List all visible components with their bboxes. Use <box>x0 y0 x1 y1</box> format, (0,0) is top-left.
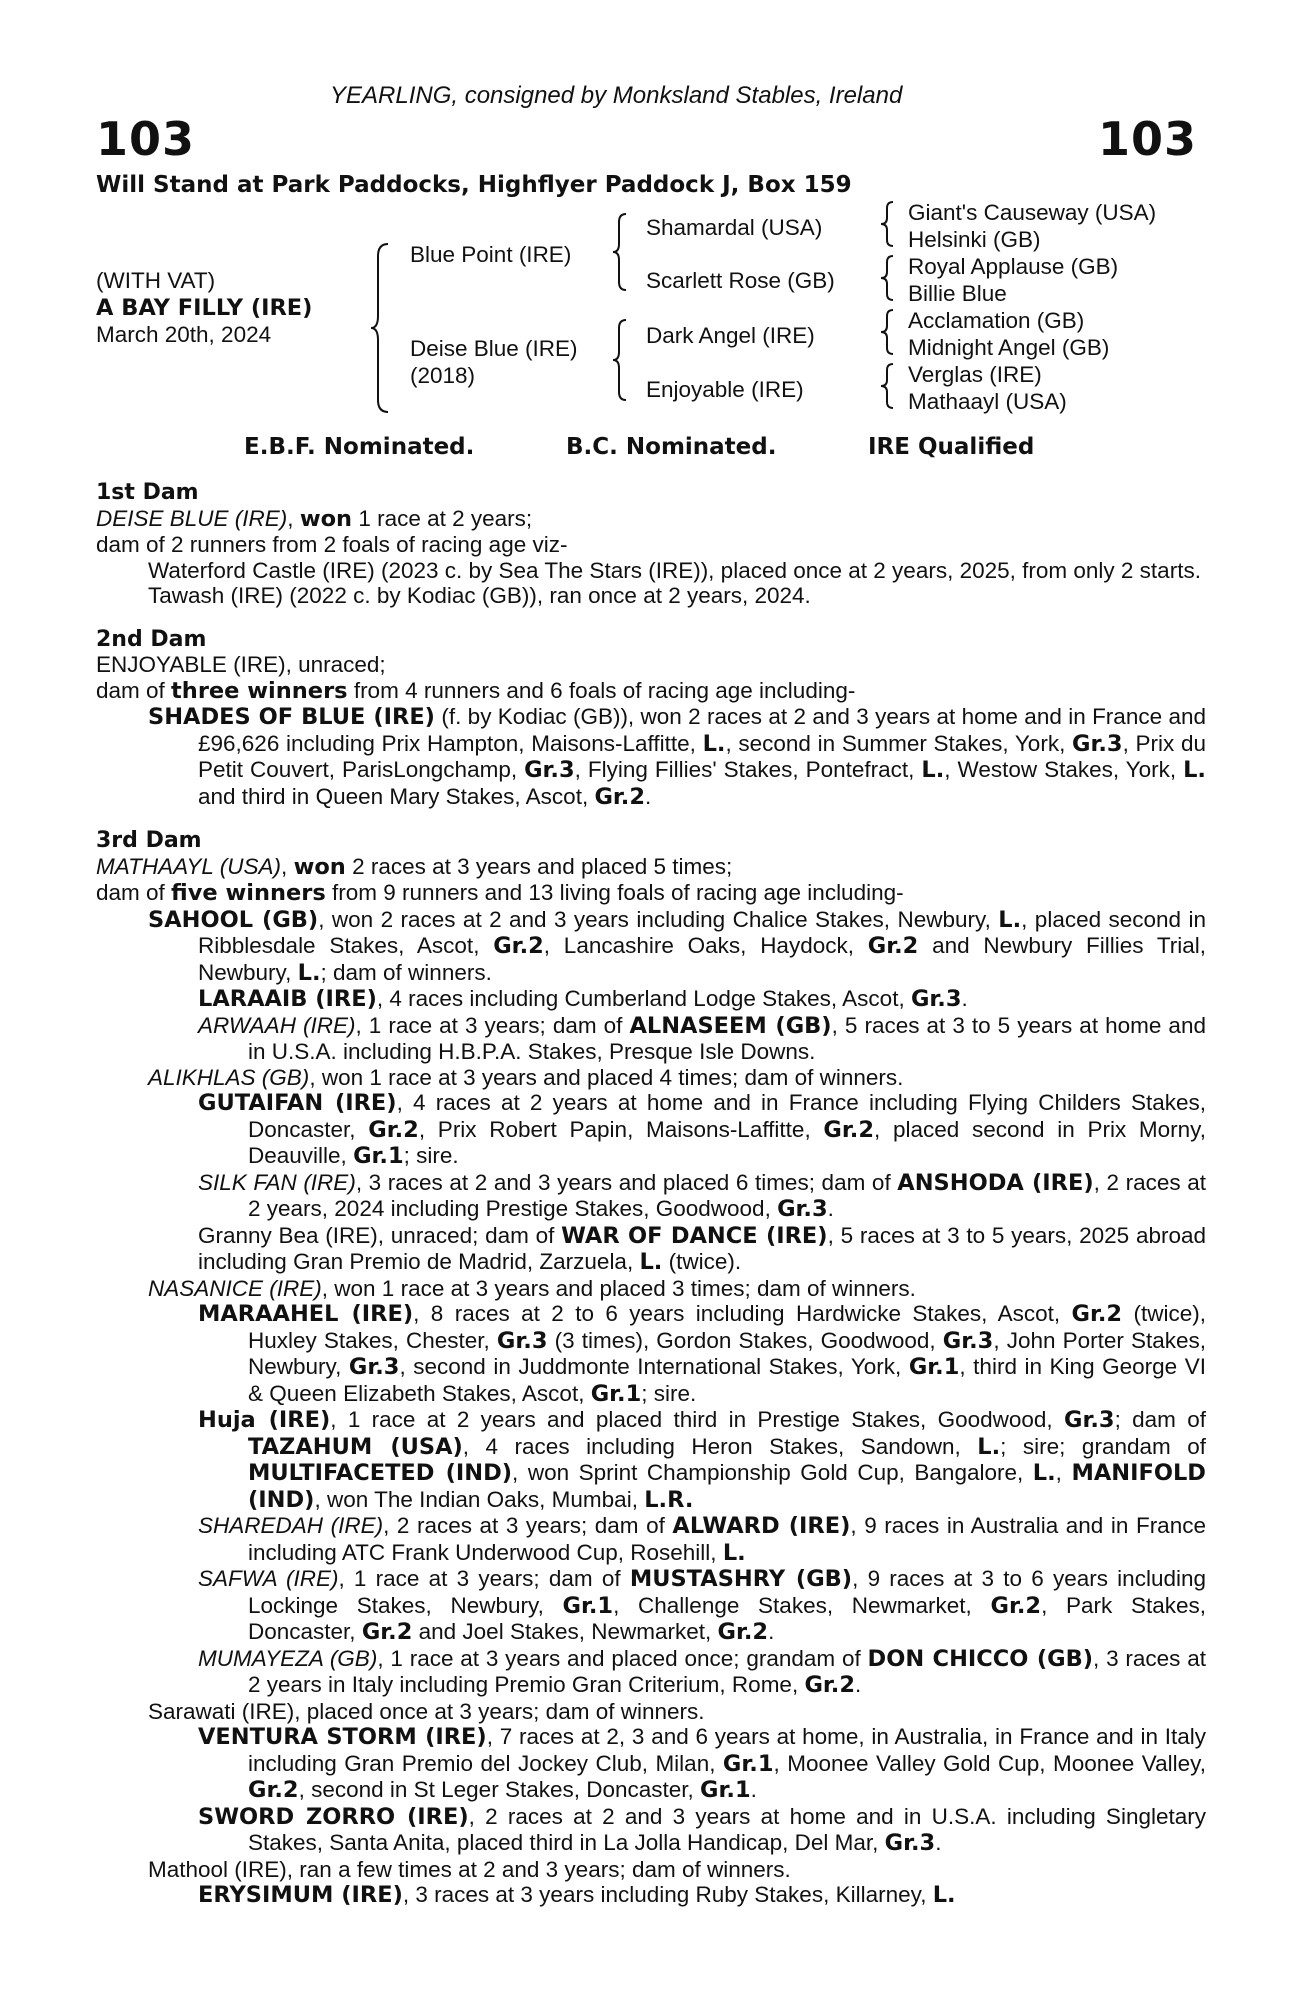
dam3-line-8-run-0: Granny Bea (IRE), unraced; dam of <box>198 1222 562 1248</box>
dam3-line-5 <box>96 1065 1206 1091</box>
dam3-line-6-run-4: Gr.2 <box>823 1116 874 1143</box>
dam3-line-7-run-2: ANSHODA (IRE) <box>897 1169 1094 1196</box>
dam3-line-6-run-6: Gr.1 <box>353 1143 404 1169</box>
dam3-line-16-run-5: , second in St Leger Stakes, Doncaster, <box>298 1777 701 1802</box>
dam2-line-2-run-12: Gr.2 <box>594 783 646 810</box>
dam3-line-10-run-5: (3 times), Gordon Stakes, Goodwood, <box>547 1327 943 1353</box>
dam3-line-8-run-1: WAR OF DANCE (IRE) <box>561 1222 828 1249</box>
dam3-line-13-run-11: . <box>768 1619 775 1644</box>
pedigree-brace-g12 <box>880 200 896 248</box>
dam3-line-2-run-1: , won 2 races at 2 and 3 years including Chalice Stakes, Newbury, <box>318 906 999 932</box>
sire-dam: Scarlett Rose (GB) <box>646 268 835 293</box>
dam3-line-14-run-0: MUMAYEZA (GB) <box>198 1645 378 1671</box>
dam3-line-12-run-1: , 2 races at 3 years; dam of <box>383 1513 673 1538</box>
dam2-line-2-run-6: Gr.3 <box>524 757 575 783</box>
second-dam-lines <box>96 652 1206 810</box>
dam3-line-10-run-8: Gr.3 <box>348 1354 400 1380</box>
dam3-line-7-run-4: Gr.3 <box>777 1196 828 1222</box>
dam3-line-0-run-1: , <box>281 853 294 879</box>
dam3-line-11-run-7: ; sire; grandam of <box>1000 1433 1206 1459</box>
dam1-line-0-run-3: 1 race at 2 years; <box>352 505 533 531</box>
ancestor-6: Midnight Angel (GB) <box>908 335 1110 360</box>
dam3-line-11-run-4: TAZAHUM (USA) <box>248 1433 463 1460</box>
dam3-line-16-run-6: Gr.1 <box>700 1777 751 1803</box>
dam3-line-3-run-3: . <box>961 986 968 1011</box>
dam3-line-10 <box>96 1301 1206 1407</box>
dam3-line-14-run-2: DON CHICCO (GB) <box>867 1645 1094 1672</box>
lot-number-left: 103 <box>96 112 196 166</box>
dam1-line-3 <box>96 583 1206 609</box>
dam3-line-14 <box>96 1646 1206 1699</box>
dam3-line-0-run-3: 2 races at 3 years and placed 5 times; <box>345 853 733 879</box>
dam2-line-1-run-1: three winners <box>171 677 348 704</box>
third-dam-heading: 3rd Dam <box>96 828 202 853</box>
dam3-line-13-run-2: MUSTASHRY (GB) <box>629 1566 853 1592</box>
ancestor-2: Helsinki (GB) <box>908 227 1041 252</box>
dam3-line-3-run-1: , 4 races including Cumberland Lodge Stakes, Ascot, <box>376 986 911 1011</box>
dam3-line-5-run-0: ALIKHLAS (GB) <box>148 1064 310 1090</box>
dam3-line-13-run-6: Gr.2 <box>990 1592 1042 1619</box>
dam3-line-13-run-9: and Joel Stakes, Newmarket, <box>412 1619 718 1644</box>
dam3-line-11-run-13: , won The Indian Oaks, Mumbai, <box>314 1486 645 1512</box>
dam3-line-16-run-2: Gr.1 <box>722 1750 774 1777</box>
dam3-line-19-run-1: , 3 races at 3 years including Ruby Stakes, Killarney, <box>402 1882 933 1907</box>
ancestor-3: Royal Applause (GB) <box>908 254 1119 279</box>
dam3-line-19-run-0: ERYSIMUM (IRE) <box>198 1882 403 1908</box>
dam-dam: Enjoyable (IRE) <box>646 377 804 402</box>
dam3-line-18-run-0: Mathool (IRE), ran a few times at 2 and 3 years; dam of winners. <box>148 1856 791 1882</box>
catalogue-body <box>96 480 1206 1909</box>
dam3-line-6-run-7: ; sire. <box>403 1143 459 1168</box>
dam3-line-14-run-5: . <box>855 1672 862 1697</box>
dam3-line-2-run-6: Gr.2 <box>867 933 919 959</box>
dam3-line-1 <box>96 880 1206 907</box>
dam2-line-2-run-1: (f. by Kodiac (GB)), won 2 races at 2 and 3 years at home and in France and £96,626 including Prix Hampton, Maisons-Laffitte, <box>198 704 1206 756</box>
dam3-line-7-run-0: SILK FAN (IRE) <box>198 1169 356 1195</box>
dam3-line-8 <box>96 1223 1206 1276</box>
dam3-line-11-run-11: , <box>1055 1460 1072 1485</box>
dam3-line-10-run-11: , third in King George VI & Queen Elizabeth Stakes, Ascot, <box>248 1354 1206 1406</box>
dam3-line-17-run-2: Gr.3 <box>884 1830 936 1856</box>
dam2-line-2-run-0: SHADES OF BLUE (IRE) <box>148 704 435 730</box>
dam2-line-1 <box>96 678 1206 705</box>
dam2-line-2-run-3: , second in Summer Stakes, York, <box>725 730 1073 756</box>
dam2-line-2-run-13: . <box>645 783 652 809</box>
ancestor-1: Giant's Causeway (USA) <box>908 200 1157 225</box>
dam3-line-7-run-1: , 3 races at 2 and 3 years and placed 6 times; dam of <box>355 1169 898 1195</box>
dam3-line-12-run-2: ALWARD (IRE) <box>672 1513 851 1539</box>
dam3-line-13-run-3: , 9 races at 3 to 6 years including Lockinge Stakes, Newbury, <box>248 1566 1206 1618</box>
ancestor-5: Acclamation (GB) <box>908 308 1085 333</box>
dam3-line-12-run-4: L. <box>722 1539 746 1566</box>
dam-sire: Dark Angel (IRE) <box>646 323 815 348</box>
dam3-line-13-run-8: Gr.2 <box>361 1619 413 1645</box>
pedigree-brace-g34 <box>880 254 896 302</box>
dam3-line-11-run-6: L. <box>977 1433 1001 1460</box>
dam1-line-2-run-0: Waterford Castle (IRE) (2023 c. by Sea The Stars (IRE)), placed once at 2 years, 2025, from only 2 starts. <box>148 557 1201 583</box>
dam3-line-3-run-2: Gr.3 <box>910 986 962 1012</box>
first-dam-section <box>96 480 1206 609</box>
dam3-line-2-run-8: L. <box>297 959 321 986</box>
dam1-line-1-run-0: dam of 2 runners from 2 foals of racing age viz- <box>96 532 568 557</box>
dam3-line-10-run-1: , 8 races at 2 to 6 years including Hardwicke Stakes, Ascot, <box>413 1301 1072 1326</box>
dam3-line-12-run-3: , 9 races in Australia and in France including ATC Frank Underwood Cup, Rosehill, <box>248 1513 1206 1565</box>
dam3-line-2-run-3: , placed second in Ribblesdale Stakes, Ascot, <box>198 906 1206 958</box>
dam3-line-5-run-1: , won 1 race at 3 years and placed 4 times; dam of winners. <box>309 1064 904 1090</box>
dam3-line-11-run-8: MULTIFACETED (IND) <box>248 1460 513 1486</box>
dam3-line-0-run-0: MATHAAYL (USA) <box>96 853 282 879</box>
bc-nomination: B.C. Nominated. <box>566 434 777 460</box>
dam3-line-1-run-1: five winners <box>171 880 326 906</box>
dam1-line-0-run-0: DEISE BLUE (IRE) <box>96 505 288 531</box>
dam3-line-14-run-1: , 1 race at 3 years and placed once; grandam of <box>377 1645 868 1671</box>
dam3-line-11-run-14: L.R. <box>644 1486 694 1513</box>
lot-number-right: 103 <box>1097 112 1197 166</box>
ancestor-8: Mathaayl (USA) <box>908 389 1067 414</box>
dam3-line-11-run-10: L. <box>1032 1460 1056 1486</box>
dam3-line-17-run-3: . <box>935 1830 942 1855</box>
dam3-line-10-run-4: Gr.3 <box>496 1327 548 1354</box>
dam3-line-10-run-13: ; sire. <box>641 1380 697 1406</box>
dam3-line-0 <box>96 854 1206 881</box>
dam3-line-11-run-1: , 1 race at 2 years and placed third in Prestige Stakes, Goodwood, <box>330 1407 1064 1432</box>
dam3-line-3-run-0: LARAAIB (IRE) <box>198 986 377 1012</box>
dam3-line-17 <box>96 1804 1206 1857</box>
dam-year: (2018) <box>410 363 476 388</box>
dam3-line-13-run-10: Gr.2 <box>717 1619 769 1645</box>
dam3-line-16-run-7: . <box>750 1777 757 1802</box>
dam3-line-10-run-2: Gr.2 <box>1071 1301 1123 1327</box>
dam3-line-1-run-0: dam of <box>96 880 172 905</box>
dam3-line-4 <box>96 1013 1206 1065</box>
dam3-line-10-run-7: , John Porter Stakes, Newbury, <box>248 1327 1207 1379</box>
dam3-line-18 <box>96 1857 1206 1883</box>
dam3-line-8-run-4: (twice). <box>662 1249 742 1274</box>
sire: Blue Point (IRE) <box>410 242 572 267</box>
dam3-line-8-run-3: L. <box>639 1249 663 1275</box>
dam3-line-4-run-2: ALNASEEM (GB) <box>629 1012 832 1039</box>
dam3-line-19-run-2: L. <box>932 1882 956 1908</box>
dam3-line-10-run-10: Gr.1 <box>908 1354 960 1380</box>
dam1-line-0 <box>96 506 1206 533</box>
dam2-line-2-run-5: , Prix du Petit Couvert, ParisLongchamp, <box>198 730 1206 782</box>
dam3-line-4-run-3: , 5 races at 3 to 5 years at home and in U.S.A. including H.B.P.A. Stakes, Presque Isle Downs. <box>248 1012 1206 1064</box>
dam3-line-7-run-5: . <box>827 1196 834 1221</box>
dam2-line-1-run-0: dam of <box>96 677 172 703</box>
dam3-line-7-run-3: , 2 races at 2 years, 2024 including Prestige Stakes, Goodwood, <box>248 1169 1206 1221</box>
dam3-line-13-run-1: , 1 race at 3 years; dam of <box>338 1566 630 1591</box>
dam3-line-9-run-0: NASANICE (IRE) <box>148 1275 322 1301</box>
dam3-line-9 <box>96 1276 1206 1302</box>
dam3-line-11-run-9: , won Sprint Championship Gold Cup, Bangalore, <box>512 1460 1033 1485</box>
dam3-line-2-run-7: and Newbury Fillies Trial, Newbury, <box>198 933 1206 985</box>
dam3-line-6-run-2: Gr.2 <box>368 1116 419 1143</box>
dam3-line-2-run-2: L. <box>998 906 1022 933</box>
dam3-line-16-run-0: VENTURA STORM (IRE) <box>198 1724 487 1750</box>
dam3-line-6 <box>96 1090 1206 1170</box>
dam3-line-9-run-1: , won 1 race at 3 years and placed 3 times; dam of winners. <box>321 1275 916 1301</box>
dam1-line-0-run-1: , <box>287 505 300 531</box>
dam2-line-0 <box>96 652 1206 678</box>
third-dam-lines <box>96 854 1206 1909</box>
ancestor-7: Verglas (IRE) <box>908 362 1042 387</box>
first-dam-lines <box>96 506 1206 609</box>
pedigree-brace-sire <box>612 212 630 292</box>
dam1-line-2 <box>96 558 1206 584</box>
dam2-line-2-run-7: , Flying Fillies' Stakes, Pontefract, <box>574 757 922 782</box>
dam3-line-10-run-6: Gr.3 <box>942 1327 994 1354</box>
dam2-line-2-run-2: L. <box>702 730 726 757</box>
dam3-line-10-run-9: , second in Juddmonte International Stakes, York, <box>399 1354 909 1379</box>
dam3-line-14-run-4: Gr.2 <box>804 1672 856 1698</box>
pedigree-brace-dam <box>612 318 630 402</box>
dam3-line-14-run-3: , 3 races at 2 years in Italy including Premio Gran Criterium, Rome, <box>248 1645 1207 1697</box>
dam3-line-16-run-1: , 7 races at 2, 3 and 6 years at home, in Australia, in France and in Italy including Gran Premio del Jockey Club, Milan, <box>248 1724 1206 1776</box>
dam3-line-17-run-0: SWORD ZORRO (IRE) <box>198 1803 469 1830</box>
dam3-line-2-run-9: ; dam of winners. <box>320 959 492 985</box>
dam3-line-2-run-5: , Lancashire Oaks, Haydock, <box>543 933 868 958</box>
vat-note: (WITH VAT) <box>96 268 216 293</box>
horse-name: A BAY FILLY (IRE) <box>96 295 313 321</box>
dam3-line-6-run-1: , 4 races at 2 years at home and in France including Flying Childers Stakes, Doncaster, <box>248 1090 1207 1142</box>
dam3-line-11-run-0: Huja (IRE) <box>198 1407 331 1433</box>
ebf-nomination: E.B.F. Nominated. <box>244 434 475 460</box>
dam3-line-4-run-0: ARWAAH (IRE) <box>198 1012 356 1038</box>
dam3-line-15-run-0: Sarawati (IRE), placed once at 3 years; dam of winners. <box>148 1698 705 1724</box>
dam3-line-19 <box>96 1882 1206 1909</box>
dam1-line-3-run-0: Tawash (IRE) (2022 c. by Kodiac (GB)), ran once at 2 years, 2024. <box>148 583 811 608</box>
dam3-line-13-run-0: SAFWA (IRE) <box>198 1566 339 1591</box>
dam3-line-16 <box>96 1724 1206 1804</box>
dam3-line-10-run-0: MARAAHEL (IRE) <box>198 1301 414 1327</box>
sire-sire: Shamardal (USA) <box>646 215 823 240</box>
dam3-line-12 <box>96 1513 1206 1566</box>
dam3-line-16-run-4: Gr.2 <box>248 1777 299 1803</box>
dam2-line-1-run-2: from 4 runners and 6 foals of racing age including- <box>347 677 856 703</box>
dam2-line-0-run-0: ENJOYABLE (IRE), unraced; <box>96 652 386 677</box>
dam3-line-11 <box>96 1407 1206 1513</box>
dam3-line-10-run-12: Gr.1 <box>590 1380 642 1407</box>
ancestor-4: Billie Blue <box>908 281 1007 306</box>
dam3-line-13-run-7: , Park Stakes, Doncaster, <box>248 1592 1206 1644</box>
dam3-line-13 <box>96 1566 1206 1646</box>
dam3-line-10-run-3: (twice), Huxley Stakes, Chester, <box>248 1301 1206 1353</box>
dam2-line-2 <box>96 704 1206 810</box>
dam3-line-8-run-2: , 5 races at 3 to 5 years, 2025 abroad including Gran Premio de Madrid, Zarzuela, <box>198 1222 1207 1274</box>
pedigree-brace-main <box>370 242 392 414</box>
dam2-line-2-run-10: L. <box>1183 757 1206 783</box>
dam3-line-0-run-2: won <box>293 853 346 880</box>
dam2-line-2-run-11: and third in Queen Mary Stakes, Ascot, <box>198 783 595 809</box>
dam2-line-2-run-8: L. <box>921 757 945 783</box>
dam3-line-6-run-3: , Prix Robert Papin, Maisons-Laffitte, <box>418 1116 824 1142</box>
dam3-line-12-run-0: SHAREDAH (IRE) <box>198 1513 384 1538</box>
pedigree-brace-g78 <box>880 362 896 410</box>
dam1-line-1 <box>96 532 1206 558</box>
second-dam-section <box>96 627 1206 811</box>
dam3-line-13-run-4: Gr.1 <box>562 1592 614 1619</box>
dam3-line-11-run-12: MANIFOLD (IND) <box>248 1460 1206 1513</box>
dam3-line-6-run-0: GUTAIFAN (IRE) <box>198 1090 397 1116</box>
dam3-line-2 <box>96 907 1206 987</box>
dam3-line-7 <box>96 1170 1206 1223</box>
dam3-line-13-run-5: , Challenge Stakes, Newmarket, <box>613 1592 991 1618</box>
dam3-line-2-run-0: SAHOOL (GB) <box>148 906 319 933</box>
third-dam-section <box>96 828 1206 1909</box>
second-dam-heading: 2nd Dam <box>96 626 207 652</box>
ire-qualified: IRE Qualified <box>868 434 1035 460</box>
dam1-line-0-run-2: won <box>299 505 353 532</box>
dam3-line-2-run-4: Gr.2 <box>493 933 544 959</box>
dam3-line-16-run-3: , Moonee Valley Gold Cup, Moonee Valley, <box>773 1750 1206 1776</box>
dam3-line-11-run-5: , 4 races including Heron Stakes, Sandown, <box>462 1433 978 1459</box>
pedigree-brace-g56 <box>880 308 896 356</box>
stand-location: Will Stand at Park Paddocks, Highflyer Paddock J, Box 159 <box>96 172 852 198</box>
first-dam-heading: 1st Dam <box>96 480 199 505</box>
dam3-line-11-run-3: ; dam of <box>1114 1407 1206 1432</box>
dam3-line-15 <box>96 1699 1206 1725</box>
dam2-line-2-run-4: Gr.3 <box>1072 730 1123 757</box>
dam2-line-2-run-9: , Westow Stakes, York, <box>944 757 1184 782</box>
dam3-line-1-run-2: from 9 runners and 13 living foals of racing age including- <box>325 880 904 905</box>
dam3-line-17-run-1: , 2 races at 2 and 3 years at home and in U.S.A. including Singletary Stakes, Santa Anita, placed third in La Jolla Handicap, Del Mar, <box>248 1803 1206 1855</box>
dam3-line-3 <box>96 986 1206 1013</box>
dam3-line-6-run-5: , placed second in Prix Morny, Deauville, <box>248 1116 1207 1168</box>
dam: Deise Blue (IRE) <box>410 336 578 361</box>
consignor-line: YEARLING, consigned by Monksland Stables, Ireland <box>330 82 903 109</box>
dam3-line-4-run-1: , 1 race at 3 years; dam of <box>355 1012 630 1038</box>
dam3-line-11-run-2: Gr.3 <box>1064 1407 1115 1433</box>
foaling-date: March 20th, 2024 <box>96 322 272 347</box>
